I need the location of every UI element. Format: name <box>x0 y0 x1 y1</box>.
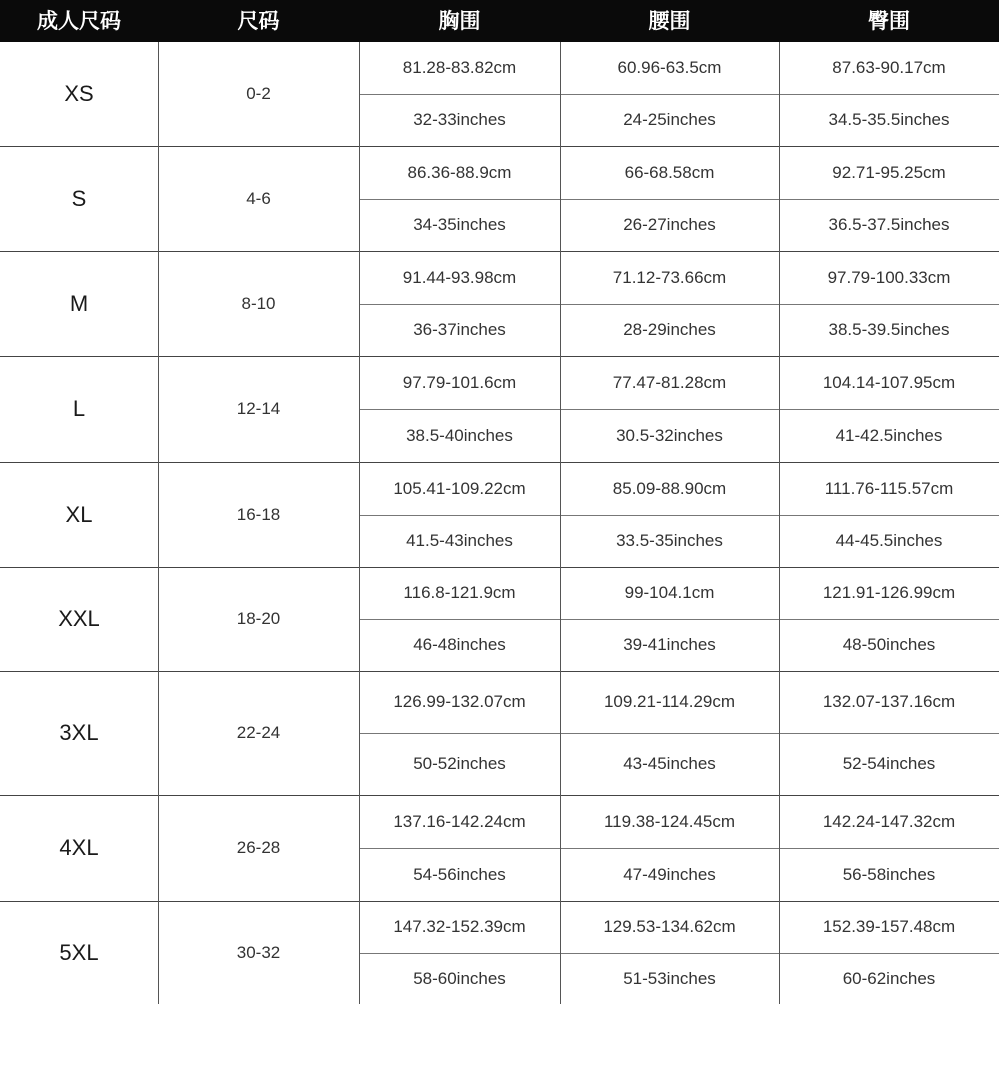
bust-cm-cell: 126.99-132.07cm <box>393 692 526 711</box>
hip-cm-cell: 121.91-126.99cm <box>822 583 956 602</box>
header-size: 尺码 <box>237 9 280 33</box>
bust-inches-cell: 36-37inches <box>413 320 506 339</box>
size-number-cell: 22-24 <box>236 723 281 742</box>
column-divider <box>779 42 780 1004</box>
hip-cm-cell: 97.79-100.33cm <box>827 268 951 287</box>
waist-inches-cell: 33.5-35inches <box>616 531 723 550</box>
bust-inches-cell: 50-52inches <box>413 754 506 773</box>
bust-cm-cell: 105.41-109.22cm <box>393 479 526 498</box>
table-header <box>0 0 999 42</box>
hip-inches-cell: 38.5-39.5inches <box>828 320 950 339</box>
waist-cm-cell: 119.38-124.45cm <box>603 812 736 831</box>
adult-size-cell: 4XL <box>59 835 99 860</box>
waist-cm-cell: 66-68.58cm <box>624 163 715 182</box>
hip-inches-cell: 56-58inches <box>842 865 936 884</box>
size-number-cell: 8-10 <box>241 294 276 313</box>
waist-cm-cell: 99-104.1cm <box>624 583 715 602</box>
bust-inches-cell: 54-56inches <box>413 865 506 884</box>
hip-inches-cell: 41-42.5inches <box>835 426 943 445</box>
waist-inches-cell: 51-53inches <box>623 969 716 988</box>
bust-cm-cell: 81.28-83.82cm <box>402 58 517 77</box>
hip-inches-cell: 44-45.5inches <box>835 531 943 550</box>
hip-inches-cell: 36.5-37.5inches <box>828 215 950 234</box>
waist-inches-cell: 30.5-32inches <box>616 426 723 445</box>
header-bust: 胸围 <box>438 9 481 33</box>
adult-size-cell: L <box>72 396 86 421</box>
hip-cm-cell: 142.24-147.32cm <box>822 812 956 831</box>
header-hip: 臀围 <box>868 9 910 33</box>
header-adult-size: 成人尺码 <box>37 9 121 33</box>
size-number-cell: 0-2 <box>246 84 271 103</box>
size-number-cell: 30-32 <box>236 943 281 962</box>
waist-cm-cell: 71.12-73.66cm <box>612 268 727 287</box>
adult-size-cell: XL <box>65 502 93 527</box>
column-divider <box>560 42 561 1004</box>
bust-inches-cell: 58-60inches <box>413 969 506 988</box>
waist-inches-cell: 47-49inches <box>623 865 716 884</box>
size-number-cell: 18-20 <box>236 609 281 628</box>
hip-inches-cell: 48-50inches <box>842 635 936 654</box>
bust-cm-cell: 91.44-93.98cm <box>402 268 517 287</box>
column-divider <box>359 42 360 1004</box>
adult-size-cell: XS <box>64 81 94 106</box>
waist-inches-cell: 24-25inches <box>623 110 716 129</box>
size-number-cell: 16-18 <box>236 505 281 524</box>
adult-size-cell: 5XL <box>59 940 99 965</box>
adult-size-cell: M <box>69 291 89 316</box>
size-number-cell: 12-14 <box>236 399 281 418</box>
bust-inches-cell: 34-35inches <box>413 215 506 234</box>
bust-inches-cell: 32-33inches <box>413 110 506 129</box>
adult-size-cell: S <box>71 186 87 211</box>
waist-cm-cell: 77.47-81.28cm <box>612 373 727 392</box>
size-number-cell: 4-6 <box>246 189 271 208</box>
hip-cm-cell: 104.14-107.95cm <box>822 373 956 392</box>
hip-cm-cell: 92.71-95.25cm <box>832 163 946 182</box>
bust-cm-cell: 137.16-142.24cm <box>393 812 526 831</box>
bust-inches-cell: 41.5-43inches <box>406 531 513 550</box>
adult-size-cell: 3XL <box>59 720 99 745</box>
bust-cm-cell: 147.32-152.39cm <box>393 917 526 936</box>
hip-inches-cell: 60-62inches <box>842 969 936 988</box>
waist-cm-cell: 85.09-88.90cm <box>612 479 727 498</box>
size-number-cell: 26-28 <box>236 838 281 857</box>
bust-cm-cell: 86.36-88.9cm <box>407 163 512 182</box>
bust-cm-cell: 116.8-121.9cm <box>403 583 516 602</box>
waist-cm-cell: 109.21-114.29cm <box>603 692 736 711</box>
hip-cm-cell: 132.07-137.16cm <box>822 692 956 711</box>
waist-cm-cell: 60.96-63.5cm <box>617 58 722 77</box>
hip-cm-cell: 152.39-157.48cm <box>822 917 956 936</box>
hip-cm-cell: 111.76-115.57cm <box>824 479 954 498</box>
bust-inches-cell: 46-48inches <box>413 635 506 654</box>
waist-cm-cell: 129.53-134.62cm <box>603 917 736 936</box>
waist-inches-cell: 26-27inches <box>623 215 716 234</box>
waist-inches-cell: 28-29inches <box>623 320 716 339</box>
bust-cm-cell: 97.79-101.6cm <box>402 373 517 392</box>
hip-inches-cell: 34.5-35.5inches <box>828 110 950 129</box>
header-waist: 腰围 <box>648 9 691 33</box>
waist-inches-cell: 43-45inches <box>623 754 716 773</box>
hip-cm-cell: 87.63-90.17cm <box>832 58 946 77</box>
waist-inches-cell: 39-41inches <box>623 635 716 654</box>
hip-inches-cell: 52-54inches <box>842 754 936 773</box>
bust-inches-cell: 38.5-40inches <box>406 426 513 445</box>
column-divider <box>158 42 159 1004</box>
adult-size-cell: XXL <box>58 606 100 631</box>
